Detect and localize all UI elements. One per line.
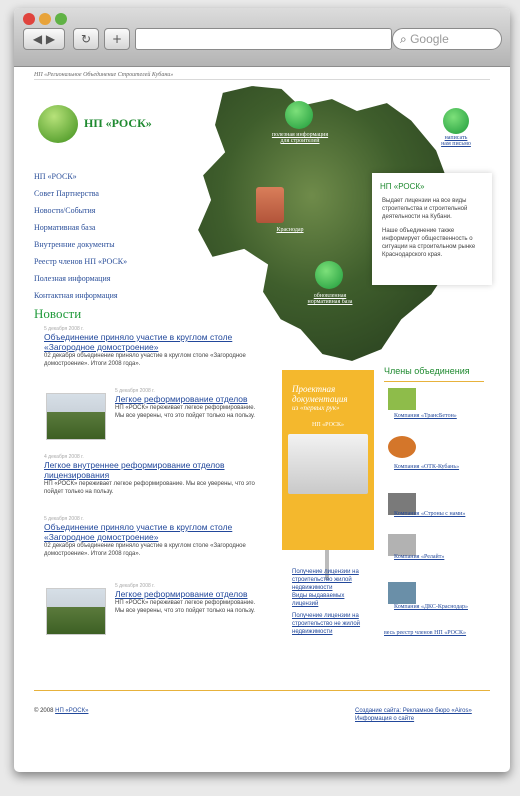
nav-item[interactable]: Контактная информация [34,291,118,300]
news-text: НП «РОСК» переживает легкое реформирование. Мы все уверены, что это пойдет только на пользу. [44,481,255,495]
banner-subtitle: из «первых рук» [292,404,340,412]
news-item [44,516,269,558]
members-divider [384,381,484,382]
nav-item[interactable]: Внутренние документы [34,240,115,249]
nav-item[interactable]: Реестр членов НП «РОСК» [34,257,128,266]
doc-link[interactable]: Получение лицензии на строительство не жилой недвижимости [292,613,361,635]
nav-item[interactable]: НП «РОСК» [34,172,77,181]
krasnodar-label[interactable]: Краснодар [276,227,304,233]
all-members-link[interactable]: весь реестр членов НП «РОСК» [384,630,467,636]
member-link[interactable]: Компания «ДКС-Краснодар» [394,604,468,610]
logo-icon[interactable] [38,105,78,143]
reload-button[interactable]: ↻ [73,28,99,50]
news-date: 4 декабря 2008 г. [44,454,84,460]
member-logo[interactable] [388,436,416,458]
footer-brand-link[interactable]: НП «РОСК» [55,708,89,714]
site-tagline: НП «Региональное Объединение Строителей Кубани» [34,72,174,78]
mail-chat-icon[interactable] [443,108,469,134]
news-item [44,454,269,496]
member-link[interactable]: Компания «ТрансБетон» [394,413,457,419]
footer-copyright-year: © 2008 [34,708,54,714]
news-thumbnail[interactable] [46,588,106,635]
members-section [384,366,494,382]
back-forward-button[interactable]: ◀ ▶ [23,28,65,50]
news-title-link[interactable]: Объединение приняло участие в круглом столе «Загородное домостроение» [44,332,233,352]
news-text: 02 декабря объединение приняло участие в круглом столе «Загородное домостроение». Итоги 2008 года». [44,353,246,367]
news-title-link[interactable]: Легкое реформирование отделов [115,589,248,599]
useful-info-icon[interactable] [285,101,313,129]
news-date: 5 декабря 2008 г. [115,583,155,589]
browser-window [14,8,510,772]
news-heading: Новости [34,306,82,321]
project-docs-banner[interactable] [282,370,374,550]
minimize-window-button[interactable] [39,13,51,25]
logo-text[interactable]: НП «РОСК» [84,116,152,130]
search-field[interactable] [392,28,502,50]
browser-toolbar [14,8,510,67]
member-logo[interactable] [388,388,416,410]
banner-building-image [288,434,368,494]
useful-info-link[interactable]: полезная информация для строителей [271,132,329,144]
news-text: НП «РОСК» переживает легкое реформирование. Мы все уверены, что это пойдет только на пользу. [115,405,256,419]
news-text: 02 декабря объединение приняло участие в круглом столе «Загородное домостроение». Итоги 2008 года». [44,543,246,557]
info-text-1: Выдает лицензии на все виды строительства и строительной деятельности на Кубани. [382,198,468,220]
news-text: НП «РОСК» переживает легкое реформирование. Мы все уверены, что это пойдет только на пользу. [115,600,256,614]
doc-link[interactable]: Получение лицензии на строительство жилой недвижимости [292,569,359,591]
nav-item[interactable]: Полезная информация [34,274,111,283]
normative-base-icon[interactable] [315,261,343,289]
banner-title-line-1: Проектная [292,384,336,394]
news-thumbnail[interactable] [46,393,106,440]
banner-brand: НП «РОСК» [312,422,344,428]
footer-copyright [34,708,88,714]
close-window-button[interactable] [23,13,35,25]
nav-item[interactable]: Нормативная база [34,223,96,232]
search-icon: ⌕ [400,32,407,46]
address-bar[interactable] [135,28,392,50]
info-title: НП «РОСК» [380,182,425,191]
new-tab-button[interactable]: + [104,28,130,50]
news-item [44,326,269,368]
member-logo[interactable] [388,534,416,556]
footer-info-link[interactable]: Информация о сайте [355,716,415,722]
banner-title-line-2: документация [292,394,348,404]
news-date: 5 декабря 2008 г. [115,388,155,394]
member-link[interactable]: Компания «Релайт» [394,554,445,560]
write-us-link[interactable]: написать нам письмо [441,135,471,147]
news-title-link[interactable]: Объединение приняло участие в круглом столе «Загородное домостроение» [44,522,233,542]
member-link[interactable]: Компания «Строны с нами» [394,511,466,517]
news-date: 5 декабря 2008 г. [44,326,84,332]
news-date: 5 декабря 2008 г. [44,516,84,522]
member-link[interactable]: Компания «ОТК-Кубань» [394,464,460,470]
normative-base-link[interactable]: обновленная нормативная база [307,293,353,305]
main-navigation [34,168,174,304]
search-placeholder: Google [410,32,449,46]
nav-item[interactable]: Новости/События [34,206,96,215]
info-text-2: Наше объединение также информирует общественность о ситуации на строительном рынке Краснодарского края. [382,228,476,258]
footer-divider [34,690,490,691]
news-title-link[interactable]: Легкое реформирование отделов [115,394,248,404]
news-item [115,388,265,420]
krasnodar-building-icon[interactable] [256,187,284,223]
nav-item[interactable]: Совет Партнерства [34,189,99,198]
members-heading: Члены объединения [384,366,470,376]
doc-link[interactable]: Виды выдаваемых лицензий [292,593,345,607]
info-box [372,173,492,285]
news-item [115,583,265,615]
zoom-window-button[interactable] [55,13,67,25]
news-title-link[interactable]: Легкое внутреннее реформирование отделов лицензирования [44,460,225,480]
footer-credit-link[interactable]: Создание сайта: Рекламное бюро «Airos» [355,708,472,714]
member-logo[interactable] [388,582,416,604]
